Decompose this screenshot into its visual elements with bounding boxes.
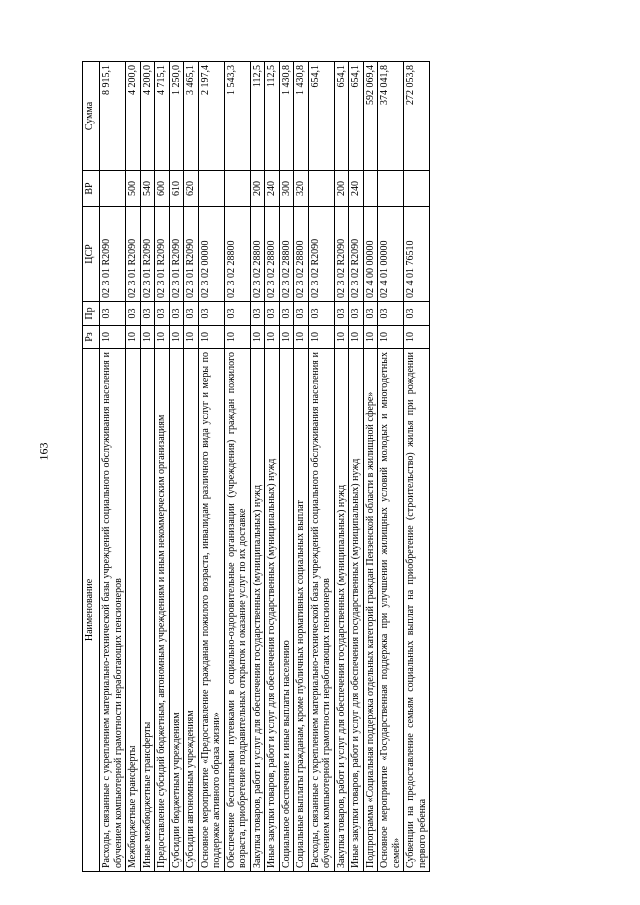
cell-csr: 02 3 01 R2090 bbox=[126, 207, 141, 302]
cell-sum: 1 430,8 bbox=[294, 62, 309, 171]
cell-vr: 610 bbox=[169, 171, 184, 207]
cell-pr: 03 bbox=[404, 302, 430, 326]
cell-vr bbox=[224, 171, 250, 207]
table-row bbox=[349, 62, 364, 872]
cell-sum: 4 200,0 bbox=[140, 62, 155, 171]
cell-name: Социальные выплаты гражданам, кроме публичных нормативных социальных выплат bbox=[294, 349, 309, 872]
cell-sum: 1 250,0 bbox=[169, 62, 184, 171]
cell-name: Иные закупки товаров, работ и услуг для обеспечения государственных (муниципальных) нужд bbox=[265, 349, 280, 872]
cell-vr: 200 bbox=[250, 171, 265, 207]
table-row bbox=[378, 62, 404, 872]
cell-pr: 03 bbox=[140, 302, 155, 326]
cell-sum: 374 041,8 bbox=[378, 62, 404, 171]
cell-vr bbox=[378, 171, 404, 207]
cell-vr bbox=[404, 171, 430, 207]
cell-sum: 654,1 bbox=[349, 62, 364, 171]
cell-csr: 02 3 02 R2090 bbox=[334, 207, 349, 302]
cell-sum: 1 543,3 bbox=[224, 62, 250, 171]
cell-csr: 02 3 02 28800 bbox=[294, 207, 309, 302]
cell-rz: 10 bbox=[126, 326, 141, 349]
table-row bbox=[169, 62, 184, 872]
cell-vr: 600 bbox=[155, 171, 170, 207]
cell-rz: 10 bbox=[224, 326, 250, 349]
cell-sum: 654,1 bbox=[334, 62, 349, 171]
table-row bbox=[265, 62, 280, 872]
table-row bbox=[184, 62, 199, 872]
table-row bbox=[250, 62, 265, 872]
cell-rz: 10 bbox=[378, 326, 404, 349]
cell-name: Расходы, связанные с укреплением материально-технической базы учреждений социального обслуживания населения и обучением компьютерной грамотности неработающих пенсионеров bbox=[100, 349, 126, 872]
page-number: 163 bbox=[36, 442, 51, 461]
cell-csr: 02 4 01 76510 bbox=[404, 207, 430, 302]
cell-rz: 10 bbox=[349, 326, 364, 349]
cell-name: Подпрограмма «Социальная поддержка отдельных категорий граждан Пензенской области в жилищной сфере» bbox=[363, 349, 378, 872]
cell-sum: 112,5 bbox=[250, 62, 265, 171]
cell-pr: 03 bbox=[198, 302, 224, 326]
table-row bbox=[334, 62, 349, 872]
cell-csr: 02 3 02 28800 bbox=[250, 207, 265, 302]
cell-csr: 02 3 02 R2090 bbox=[349, 207, 364, 302]
header-rz: Рз bbox=[83, 326, 100, 349]
cell-pr: 03 bbox=[265, 302, 280, 326]
cell-name: Расходы, связанные с укреплением материально-технической базы учреждений социального обслуживания населения и обучением компьютерной грамотности неработающих пенсионеров bbox=[308, 349, 334, 872]
cell-name: Закупка товаров, работ и услуг для обеспечения государственных (муниципальных) нужд bbox=[334, 349, 349, 872]
cell-vr: 320 bbox=[294, 171, 309, 207]
cell-pr: 03 bbox=[349, 302, 364, 326]
cell-rz: 10 bbox=[184, 326, 199, 349]
header-sum: Сумма bbox=[83, 62, 100, 171]
cell-sum: 272 053,8 bbox=[404, 62, 430, 171]
cell-rz: 10 bbox=[279, 326, 294, 349]
cell-csr: 02 3 02 28800 bbox=[224, 207, 250, 302]
cell-pr: 03 bbox=[279, 302, 294, 326]
cell-sum: 654,1 bbox=[308, 62, 334, 171]
cell-sum: 4 200,0 bbox=[126, 62, 141, 171]
table-header-row bbox=[83, 62, 100, 872]
cell-csr: 02 3 01 R2090 bbox=[140, 207, 155, 302]
cell-vr: 240 bbox=[265, 171, 280, 207]
cell-csr: 02 3 01 R2090 bbox=[155, 207, 170, 302]
header-csr: ЦСР bbox=[83, 207, 100, 302]
cell-pr: 03 bbox=[250, 302, 265, 326]
cell-pr: 03 bbox=[184, 302, 199, 326]
cell-name: Субсидии автономным учреждениям bbox=[184, 349, 199, 872]
cell-rz: 10 bbox=[308, 326, 334, 349]
table-row bbox=[140, 62, 155, 872]
cell-pr: 03 bbox=[100, 302, 126, 326]
cell-vr: 200 bbox=[334, 171, 349, 207]
header-name: Наименование bbox=[83, 349, 100, 872]
cell-pr: 03 bbox=[126, 302, 141, 326]
cell-pr: 03 bbox=[155, 302, 170, 326]
cell-name: Иные закупки товаров, работ и услуг для обеспечения государственных (муниципальных) нужд bbox=[349, 349, 364, 872]
table-row bbox=[294, 62, 309, 872]
cell-sum: 1 430,8 bbox=[279, 62, 294, 171]
rotated-table-container bbox=[82, 62, 572, 872]
cell-rz: 10 bbox=[265, 326, 280, 349]
cell-csr: 02 3 01 R2090 bbox=[184, 207, 199, 302]
cell-name: Закупка товаров, работ и услуг для обеспечения государственных (муниципальных) нужд bbox=[250, 349, 265, 872]
cell-name: Основное мероприятие «Предоставление гражданам пожилого возраста, инвалидам различного вида услуг и меры по поддержке активного образа жизни» bbox=[198, 349, 224, 872]
cell-csr: 02 3 02 00000 bbox=[198, 207, 224, 302]
cell-sum: 592 069,4 bbox=[363, 62, 378, 171]
table-row bbox=[198, 62, 224, 872]
cell-vr: 300 bbox=[279, 171, 294, 207]
cell-pr: 03 bbox=[294, 302, 309, 326]
cell-sum: 4 715,1 bbox=[155, 62, 170, 171]
cell-name: Предоставление субсидий бюджетным, автономным учреждениям и иным некоммерческим организациям bbox=[155, 349, 170, 872]
table-row bbox=[404, 62, 430, 872]
budget-table bbox=[82, 61, 430, 872]
cell-vr bbox=[198, 171, 224, 207]
header-vr: ВР bbox=[83, 171, 100, 207]
cell-rz: 10 bbox=[198, 326, 224, 349]
cell-name: Основное мероприятие «Государственная поддержка при улучшении жилищных условий молодых и многодетных семей» bbox=[378, 349, 404, 872]
cell-vr: 540 bbox=[140, 171, 155, 207]
cell-name: Субвенции на предоставление семьям социальных выплат на приобретение (строительство) жилья при рождении первого ребенка bbox=[404, 349, 430, 872]
table-row bbox=[279, 62, 294, 872]
cell-sum: 2 197,4 bbox=[198, 62, 224, 171]
cell-csr: 02 4 00 00000 bbox=[363, 207, 378, 302]
table-row bbox=[126, 62, 141, 872]
cell-name: Межбюджетные трансферты bbox=[126, 349, 141, 872]
cell-sum: 112,5 bbox=[265, 62, 280, 171]
cell-vr: 240 bbox=[349, 171, 364, 207]
cell-rz: 10 bbox=[155, 326, 170, 349]
cell-rz: 10 bbox=[169, 326, 184, 349]
cell-csr: 02 3 01 R2090 bbox=[100, 207, 126, 302]
cell-pr: 03 bbox=[224, 302, 250, 326]
table-row bbox=[363, 62, 378, 872]
cell-rz: 10 bbox=[404, 326, 430, 349]
cell-rz: 10 bbox=[363, 326, 378, 349]
cell-pr: 03 bbox=[363, 302, 378, 326]
table-row bbox=[100, 62, 126, 872]
cell-vr: 500 bbox=[126, 171, 141, 207]
cell-pr: 03 bbox=[308, 302, 334, 326]
cell-csr: 02 4 01 00000 bbox=[378, 207, 404, 302]
cell-csr: 02 3 02 R2090 bbox=[308, 207, 334, 302]
cell-sum: 3 465,1 bbox=[184, 62, 199, 171]
cell-vr bbox=[100, 171, 126, 207]
cell-name: Иные межбюджетные трансферты bbox=[140, 349, 155, 872]
cell-pr: 03 bbox=[378, 302, 404, 326]
cell-rz: 10 bbox=[334, 326, 349, 349]
cell-rz: 10 bbox=[294, 326, 309, 349]
table-row bbox=[155, 62, 170, 872]
table-row bbox=[308, 62, 334, 872]
cell-rz: 10 bbox=[140, 326, 155, 349]
cell-pr: 03 bbox=[169, 302, 184, 326]
cell-vr bbox=[308, 171, 334, 207]
cell-sum: 8 915,1 bbox=[100, 62, 126, 171]
table-row bbox=[224, 62, 250, 872]
cell-name: Социальное обеспечение и иные выплаты населению bbox=[279, 349, 294, 872]
cell-pr: 03 bbox=[334, 302, 349, 326]
cell-vr: 620 bbox=[184, 171, 199, 207]
header-pr: Пр bbox=[83, 302, 100, 326]
cell-name: Субсидии бюджетным учреждениям bbox=[169, 349, 184, 872]
cell-csr: 02 3 01 R2090 bbox=[169, 207, 184, 302]
cell-rz: 10 bbox=[250, 326, 265, 349]
cell-rz: 10 bbox=[100, 326, 126, 349]
cell-csr: 02 3 02 28800 bbox=[279, 207, 294, 302]
cell-csr: 02 3 02 28800 bbox=[265, 207, 280, 302]
cell-name: Обеспечение бесплатными путевками в социально-оздоровительные организации (учреждения) граждан пожилого возраста, приобретение поздравительных открыток и оказание услуг по их доставке bbox=[224, 349, 250, 872]
cell-vr bbox=[363, 171, 378, 207]
